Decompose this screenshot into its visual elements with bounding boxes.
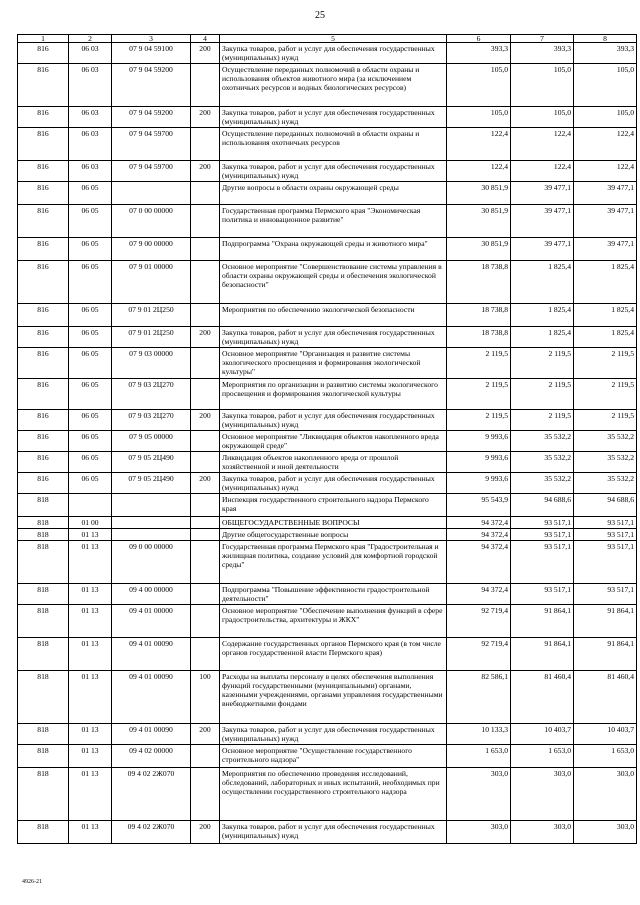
cell-admin-code: 816 <box>18 161 69 182</box>
table-row <box>18 410 637 431</box>
cell-target-code <box>112 529 191 541</box>
cell-amount-3: 1 825,4 <box>574 327 637 348</box>
header-col-4: 4 <box>191 35 220 43</box>
cell-amount-3: 39 477,1 <box>574 238 637 261</box>
cell-section-code: 06 05 <box>69 238 112 261</box>
cell-target-code: 07 9 05 00000 <box>112 431 191 452</box>
cell-admin-code: 816 <box>18 379 69 410</box>
cell-expense-type <box>191 517 220 529</box>
table-row <box>18 605 637 638</box>
cell-amount-3: 2 119,5 <box>574 410 637 431</box>
header-col-1: 1 <box>18 35 69 43</box>
cell-target-code: 07 9 04 59200 <box>112 64 191 107</box>
cell-amount-1: 122,4 <box>447 128 511 161</box>
cell-amount-3: 35 532,2 <box>574 452 637 473</box>
cell-description: Инспекция государственного строительного надзора Пермского края <box>220 494 447 517</box>
cell-admin-code: 818 <box>18 584 69 605</box>
cell-amount-3: 93 517,1 <box>574 517 637 529</box>
cell-amount-3: 93 517,1 <box>574 541 637 584</box>
cell-admin-code: 818 <box>18 605 69 638</box>
cell-expense-type <box>191 745 220 768</box>
cell-amount-1: 1 653,0 <box>447 745 511 768</box>
cell-description: Закупка товаров, работ и услуг для обеспечения государственных (муниципальных) нужд <box>220 43 447 64</box>
cell-description: Подпрограмма "Повышение эффективности градостроительной деятельности" <box>220 584 447 605</box>
cell-amount-2: 91 864,1 <box>511 638 574 671</box>
cell-target-code: 07 9 01 2Ц250 <box>112 327 191 348</box>
cell-description: Закупка товаров, работ и услуг для обеспечения государственных (муниципальных) нужд <box>220 107 447 128</box>
cell-amount-2: 1 825,4 <box>511 304 574 327</box>
cell-description: Осуществление переданных полномочий в области охраны и использования объектов животного мира (за исключением охотничьих ресурсов и водных биологических ресурсов) <box>220 64 447 107</box>
cell-expense-type: 100 <box>191 671 220 724</box>
cell-amount-1: 303,0 <box>447 768 511 821</box>
cell-description: Государственная программа Пермского края "Экономическая политика и инновационное развитие" <box>220 205 447 238</box>
cell-expense-type <box>191 261 220 304</box>
cell-amount-2: 122,4 <box>511 128 574 161</box>
cell-section-code: 06 03 <box>69 161 112 182</box>
cell-amount-2: 393,3 <box>511 43 574 64</box>
cell-amount-2: 10 403,7 <box>511 724 574 745</box>
table-row <box>18 638 637 671</box>
cell-expense-type <box>191 238 220 261</box>
table-row <box>18 745 637 768</box>
cell-expense-type <box>191 584 220 605</box>
header-row <box>18 35 637 43</box>
cell-admin-code: 818 <box>18 494 69 517</box>
cell-target-code: 09 4 00 00000 <box>112 584 191 605</box>
cell-amount-3: 93 517,1 <box>574 584 637 605</box>
cell-target-code: 07 9 05 2Ц490 <box>112 473 191 494</box>
cell-target-code: 09 4 02 2Ж070 <box>112 768 191 821</box>
cell-description: Мероприятия по обеспечению проведения исследований, обследований, лабораторных и иных испытаний, необходимых при осуществлении государственного строительного надзора <box>220 768 447 821</box>
cell-expense-type <box>191 379 220 410</box>
cell-amount-1: 2 119,5 <box>447 348 511 379</box>
cell-amount-2: 94 688,6 <box>511 494 574 517</box>
cell-admin-code: 816 <box>18 327 69 348</box>
cell-section-code: 01 13 <box>69 541 112 584</box>
cell-amount-2: 93 517,1 <box>511 517 574 529</box>
cell-section-code: 06 05 <box>69 452 112 473</box>
cell-target-code: 07 9 03 2Ц270 <box>112 379 191 410</box>
budget-table <box>17 34 637 844</box>
table-row <box>18 205 637 238</box>
cell-description: Мероприятия по организации и развитию системы экологического просвещения и формирования экологической культуры <box>220 379 447 410</box>
cell-expense-type: 200 <box>191 107 220 128</box>
cell-amount-3: 39 477,1 <box>574 182 637 205</box>
cell-amount-2: 1 825,4 <box>511 327 574 348</box>
cell-section-code <box>69 494 112 517</box>
cell-amount-1: 105,0 <box>447 107 511 128</box>
cell-amount-2: 93 517,1 <box>511 529 574 541</box>
cell-target-code: 07 9 04 59700 <box>112 161 191 182</box>
cell-expense-type <box>191 64 220 107</box>
table-row <box>18 821 637 844</box>
cell-target-code: 09 4 01 00000 <box>112 605 191 638</box>
footer-code: 4926-21 <box>22 879 42 885</box>
table-row <box>18 327 637 348</box>
cell-amount-2: 39 477,1 <box>511 182 574 205</box>
cell-expense-type <box>191 182 220 205</box>
table-row <box>18 494 637 517</box>
cell-expense-type: 200 <box>191 473 220 494</box>
cell-amount-3: 1 825,4 <box>574 261 637 304</box>
cell-amount-2: 2 119,5 <box>511 379 574 410</box>
cell-section-code: 01 13 <box>69 529 112 541</box>
cell-section-code: 06 05 <box>69 431 112 452</box>
cell-expense-type <box>191 128 220 161</box>
cell-description: Основное мероприятие "Осуществление государственного строительного надзора" <box>220 745 447 768</box>
cell-admin-code: 818 <box>18 745 69 768</box>
cell-amount-3: 393,3 <box>574 43 637 64</box>
cell-amount-3: 91 864,1 <box>574 638 637 671</box>
cell-amount-1: 303,0 <box>447 821 511 844</box>
cell-description: Основное мероприятие "Ликвидация объектов накопленного вреда окружающей среде" <box>220 431 447 452</box>
cell-section-code: 06 05 <box>69 304 112 327</box>
cell-admin-code: 816 <box>18 473 69 494</box>
cell-amount-2: 2 119,5 <box>511 348 574 379</box>
cell-expense-type: 200 <box>191 161 220 182</box>
cell-description: Осуществление переданных полномочий в области охраны и использования охотничьих ресурсов <box>220 128 447 161</box>
cell-admin-code: 816 <box>18 410 69 431</box>
table-row <box>18 431 637 452</box>
cell-amount-3: 39 477,1 <box>574 205 637 238</box>
table-row <box>18 379 637 410</box>
cell-amount-2: 35 532,2 <box>511 431 574 452</box>
cell-amount-2: 105,0 <box>511 107 574 128</box>
cell-amount-1: 94 372,4 <box>447 584 511 605</box>
cell-description: Закупка товаров, работ и услуг для обеспечения государственных (муниципальных) нужд <box>220 473 447 494</box>
cell-admin-code: 818 <box>18 541 69 584</box>
cell-expense-type <box>191 638 220 671</box>
cell-admin-code: 816 <box>18 452 69 473</box>
cell-amount-3: 91 864,1 <box>574 605 637 638</box>
header-col-3: 3 <box>112 35 191 43</box>
cell-amount-2: 1 825,4 <box>511 261 574 304</box>
cell-target-code: 07 9 01 2Ц250 <box>112 304 191 327</box>
cell-description: Основное мероприятие "Организация и развитие системы экологического просвещения и формирования экологической культуры" <box>220 348 447 379</box>
cell-amount-3: 303,0 <box>574 768 637 821</box>
cell-amount-1: 94 372,4 <box>447 541 511 584</box>
cell-section-code: 06 03 <box>69 43 112 64</box>
cell-target-code: 07 9 03 00000 <box>112 348 191 379</box>
cell-section-code: 06 05 <box>69 327 112 348</box>
cell-amount-3: 1 653,0 <box>574 745 637 768</box>
cell-admin-code: 816 <box>18 348 69 379</box>
cell-expense-type: 200 <box>191 43 220 64</box>
cell-amount-1: 94 372,4 <box>447 529 511 541</box>
cell-section-code: 06 05 <box>69 182 112 205</box>
table-row <box>18 768 637 821</box>
cell-section-code: 06 05 <box>69 379 112 410</box>
cell-amount-2: 303,0 <box>511 821 574 844</box>
cell-target-code: 09 4 02 2Ж070 <box>112 821 191 844</box>
cell-target-code: 07 0 00 00000 <box>112 205 191 238</box>
cell-amount-3: 2 119,5 <box>574 348 637 379</box>
cell-amount-1: 95 543,9 <box>447 494 511 517</box>
cell-amount-1: 92 719,4 <box>447 605 511 638</box>
cell-target-code <box>112 494 191 517</box>
cell-admin-code: 816 <box>18 43 69 64</box>
header-col-7: 7 <box>511 35 574 43</box>
cell-admin-code: 818 <box>18 638 69 671</box>
page-number: 25 <box>315 10 325 21</box>
cell-amount-3: 105,0 <box>574 107 637 128</box>
cell-target-code: 07 9 00 00000 <box>112 238 191 261</box>
cell-section-code: 01 13 <box>69 605 112 638</box>
header-col-6: 6 <box>447 35 511 43</box>
cell-target-code: 09 4 02 00000 <box>112 745 191 768</box>
cell-target-code: 09 4 01 00090 <box>112 638 191 671</box>
cell-amount-1: 94 372,4 <box>447 517 511 529</box>
cell-amount-3: 303,0 <box>574 821 637 844</box>
table-row <box>18 128 637 161</box>
cell-amount-1: 2 119,5 <box>447 410 511 431</box>
table-row <box>18 161 637 182</box>
table-row <box>18 541 637 584</box>
budget-table-body <box>18 43 637 844</box>
cell-expense-type <box>191 529 220 541</box>
cell-amount-1: 92 719,4 <box>447 638 511 671</box>
cell-amount-1: 18 738,8 <box>447 304 511 327</box>
cell-admin-code: 816 <box>18 261 69 304</box>
cell-section-code: 01 13 <box>69 584 112 605</box>
cell-expense-type <box>191 452 220 473</box>
cell-expense-type <box>191 494 220 517</box>
cell-description: Закупка товаров, работ и услуг для обеспечения государственных (муниципальных) нужд <box>220 410 447 431</box>
cell-amount-2: 81 460,4 <box>511 671 574 724</box>
cell-admin-code: 816 <box>18 205 69 238</box>
table-row <box>18 304 637 327</box>
cell-section-code: 01 13 <box>69 724 112 745</box>
cell-section-code: 06 03 <box>69 128 112 161</box>
cell-description: Расходы на выплаты персоналу в целях обеспечения выполнения функций государственными (муниципальными) органами, казенными учреждениями, органами управления государственными внебюджетными фондами <box>220 671 447 724</box>
cell-description: Другие вопросы в области охраны окружающей среды <box>220 182 447 205</box>
table-row <box>18 452 637 473</box>
cell-amount-3: 2 119,5 <box>574 379 637 410</box>
table-row <box>18 671 637 724</box>
cell-admin-code: 816 <box>18 431 69 452</box>
cell-admin-code: 816 <box>18 128 69 161</box>
cell-target-code <box>112 517 191 529</box>
cell-amount-1: 18 738,8 <box>447 327 511 348</box>
cell-description: ОБЩЕГОСУДАРСТВЕННЫЕ ВОПРОСЫ <box>220 517 447 529</box>
cell-expense-type: 200 <box>191 410 220 431</box>
cell-target-code <box>112 182 191 205</box>
cell-admin-code: 816 <box>18 107 69 128</box>
cell-amount-2: 39 477,1 <box>511 238 574 261</box>
cell-expense-type <box>191 605 220 638</box>
cell-target-code: 07 9 01 00000 <box>112 261 191 304</box>
cell-target-code: 09 0 00 00000 <box>112 541 191 584</box>
header-col-8: 8 <box>574 35 637 43</box>
cell-description: Закупка товаров, работ и услуг для обеспечения государственных (муниципальных) нужд <box>220 327 447 348</box>
cell-amount-2: 35 532,2 <box>511 452 574 473</box>
cell-section-code: 01 13 <box>69 671 112 724</box>
cell-expense-type <box>191 768 220 821</box>
cell-description: Государственная программа Пермского края "Градостроительная и жилищная политика, создание условий для комфортной городской среды" <box>220 541 447 584</box>
table-row <box>18 517 637 529</box>
cell-description: Основное мероприятие "Обеспечение выполнения функций в сфере градостроительства, архитектуры и ЖКХ" <box>220 605 447 638</box>
cell-amount-1: 105,0 <box>447 64 511 107</box>
table-row <box>18 261 637 304</box>
cell-section-code: 01 13 <box>69 745 112 768</box>
cell-amount-2: 122,4 <box>511 161 574 182</box>
cell-section-code: 06 05 <box>69 348 112 379</box>
cell-amount-2: 39 477,1 <box>511 205 574 238</box>
cell-target-code: 07 9 04 59700 <box>112 128 191 161</box>
cell-amount-2: 105,0 <box>511 64 574 107</box>
cell-expense-type: 200 <box>191 327 220 348</box>
cell-admin-code: 818 <box>18 517 69 529</box>
cell-expense-type: 200 <box>191 821 220 844</box>
cell-admin-code: 816 <box>18 182 69 205</box>
cell-expense-type <box>191 304 220 327</box>
cell-amount-1: 30 851,9 <box>447 182 511 205</box>
cell-description: Другие общегосударственные вопросы <box>220 529 447 541</box>
cell-target-code: 07 9 04 59200 <box>112 107 191 128</box>
table-row <box>18 584 637 605</box>
cell-description: Закупка товаров, работ и услуг для обеспечения государственных (муниципальных) нужд <box>220 821 447 844</box>
cell-admin-code: 818 <box>18 821 69 844</box>
cell-section-code: 06 03 <box>69 64 112 107</box>
cell-amount-1: 82 586,1 <box>447 671 511 724</box>
cell-section-code: 06 05 <box>69 410 112 431</box>
cell-description: Основное мероприятие "Совершенствование системы управления в области охраны окружающей среды и обеспечения экологической безопасности" <box>220 261 447 304</box>
cell-admin-code: 818 <box>18 768 69 821</box>
cell-admin-code: 816 <box>18 238 69 261</box>
cell-section-code: 01 13 <box>69 821 112 844</box>
cell-amount-1: 9 993,6 <box>447 431 511 452</box>
cell-amount-2: 93 517,1 <box>511 541 574 584</box>
cell-section-code: 01 13 <box>69 768 112 821</box>
table-row <box>18 529 637 541</box>
cell-section-code: 06 05 <box>69 261 112 304</box>
cell-amount-3: 122,4 <box>574 128 637 161</box>
cell-amount-3: 105,0 <box>574 64 637 107</box>
cell-amount-3: 122,4 <box>574 161 637 182</box>
table-row <box>18 107 637 128</box>
cell-amount-1: 30 851,9 <box>447 205 511 238</box>
cell-expense-type <box>191 431 220 452</box>
cell-target-code: 07 9 05 2Ц490 <box>112 452 191 473</box>
cell-admin-code: 818 <box>18 671 69 724</box>
cell-amount-1: 30 851,9 <box>447 238 511 261</box>
cell-amount-2: 93 517,1 <box>511 584 574 605</box>
cell-admin-code: 818 <box>18 724 69 745</box>
cell-admin-code: 816 <box>18 304 69 327</box>
cell-amount-1: 393,3 <box>447 43 511 64</box>
cell-target-code: 09 4 01 00090 <box>112 724 191 745</box>
cell-amount-2: 1 653,0 <box>511 745 574 768</box>
cell-section-code: 06 03 <box>69 107 112 128</box>
cell-amount-3: 10 403,7 <box>574 724 637 745</box>
cell-section-code: 01 13 <box>69 638 112 671</box>
header-col-5: 5 <box>220 35 447 43</box>
table-row <box>18 724 637 745</box>
cell-amount-1: 9 993,6 <box>447 473 511 494</box>
cell-description: Мероприятия по обеспечению экологической безопасности <box>220 304 447 327</box>
cell-section-code: 06 05 <box>69 205 112 238</box>
cell-expense-type: 200 <box>191 724 220 745</box>
cell-target-code: 07 9 03 2Ц270 <box>112 410 191 431</box>
table-row <box>18 182 637 205</box>
table-row <box>18 348 637 379</box>
cell-amount-1: 9 993,6 <box>447 452 511 473</box>
cell-section-code: 06 05 <box>69 473 112 494</box>
cell-section-code: 01 00 <box>69 517 112 529</box>
cell-description: Содержание государственных органов Пермского края (в том числе органов государственной власти Пермского края) <box>220 638 447 671</box>
cell-amount-1: 18 738,8 <box>447 261 511 304</box>
cell-amount-3: 94 688,6 <box>574 494 637 517</box>
cell-description: Закупка товаров, работ и услуг для обеспечения государственных (муниципальных) нужд <box>220 161 447 182</box>
cell-amount-3: 1 825,4 <box>574 304 637 327</box>
table-row <box>18 64 637 107</box>
cell-amount-3: 35 532,2 <box>574 431 637 452</box>
cell-admin-code: 818 <box>18 529 69 541</box>
cell-description: Подпрограмма "Охрана окружающей среды и животного мира" <box>220 238 447 261</box>
cell-amount-1: 2 119,5 <box>447 379 511 410</box>
table-row <box>18 43 637 64</box>
cell-description: Закупка товаров, работ и услуг для обеспечения государственных (муниципальных) нужд <box>220 724 447 745</box>
cell-amount-2: 91 864,1 <box>511 605 574 638</box>
table-row <box>18 473 637 494</box>
cell-expense-type <box>191 541 220 584</box>
cell-amount-2: 35 532,2 <box>511 473 574 494</box>
cell-target-code: 09 4 01 00090 <box>112 671 191 724</box>
cell-expense-type <box>191 348 220 379</box>
cell-admin-code: 816 <box>18 64 69 107</box>
cell-amount-2: 2 119,5 <box>511 410 574 431</box>
cell-amount-2: 303,0 <box>511 768 574 821</box>
cell-target-code: 07 9 04 59100 <box>112 43 191 64</box>
cell-description: Ликвидация объектов накопленного вреда от прошлой хозяйственной и иной деятельности <box>220 452 447 473</box>
cell-amount-1: 10 133,3 <box>447 724 511 745</box>
cell-amount-3: 93 517,1 <box>574 529 637 541</box>
cell-expense-type <box>191 205 220 238</box>
cell-amount-3: 35 532,2 <box>574 473 637 494</box>
table-row <box>18 238 637 261</box>
cell-amount-3: 81 460,4 <box>574 671 637 724</box>
header-col-2: 2 <box>69 35 112 43</box>
cell-amount-1: 122,4 <box>447 161 511 182</box>
